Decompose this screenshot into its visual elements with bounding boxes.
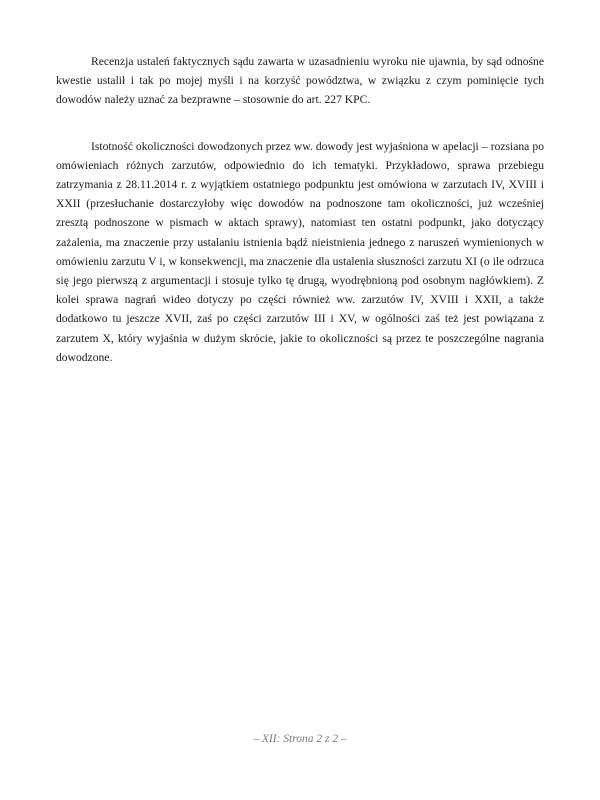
page-footer: – XII: Strona 2 z 2 – bbox=[253, 733, 347, 745]
paragraph-1: Recenzja ustaleń faktycznych sądu zawarta w uzasadnieniu wyroku nie ujawnia, by sąd odnośne kwestie ustalił i tak po mojej myśli i na korzyść powództwa, w związku z czym pominięcie tych dowodów należy uznać za bezprawne – stosownie do art. 227 KPC. bbox=[56, 55, 544, 107]
document-body bbox=[56, 52, 544, 367]
paragraph-2: Istotność okoliczności dowodzonych przez ww. dowody jest wyjaśniona w apelacji – rozsiana po omówieniach różnych zarzutów, odpowiednio do ich tematyki. Przykładowo, sprawa przebiegu zatrzymania z 28.11.2014 r. z wyjątkiem ostatniego podpunktu jest omówiona w zarzutach IV, XVIII i XXII (przesłuchanie dostarczyłoby więc dowodów na podnoszone tam okoliczności, już wcześniej zresztą podnoszone w pismach w aktach sprawy), natomiast ten ostatni podpunkt, jako dotyczący zażalenia, ma znaczenie przy ustalaniu istnienia bądź nieistnienia jednego z naruszeń wymienionych w omówieniu zarzutu V i, w konsekwencji, ma znaczenie dla ustalenia słuszności zarzutu XI (o ile odrzuca się jego pierwszą z argumentacji i stosuje tylko tę drugą, wyodrębnioną pod osobnym nagłówkiem). Z kolei sprawa nagrań wideo dotyczy po części również ww. zarzutów IV, XVIII i XXII, a także dodatkowo tu jeszcze XVII, zaś po części zarzutów III i XV, w ogólności zaś też jest powiązana z zarzutem X, który wyjaśnia w dużym skrócie, jakie to okoliczności są przez te poszczególne nagrania dowodzone. bbox=[56, 139, 544, 364]
